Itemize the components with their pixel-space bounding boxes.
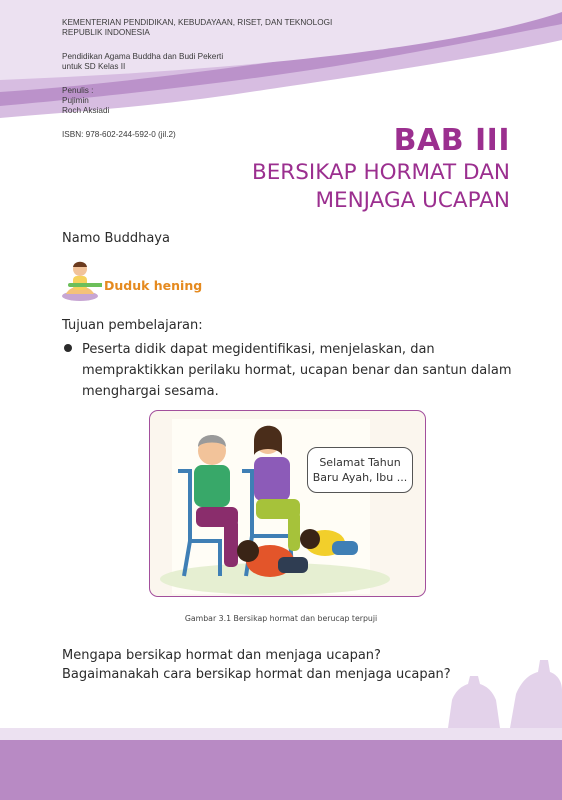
author-1: Pujimin xyxy=(62,96,89,105)
greeting: Namo Buddhaya xyxy=(62,231,170,246)
book-title: Pendidikan Agama Buddha dan Budi Pekerti xyxy=(62,52,224,61)
goals-title: Tujuan pembelajaran: xyxy=(62,318,203,333)
country-name: REPUBLIK INDONESIA xyxy=(62,28,150,37)
chapter-heading xyxy=(252,123,510,215)
author-2: Roch Aksiadi xyxy=(62,106,110,115)
figure-caption: Gambar 3.1 Bersikap hormat dan berucap terpuji xyxy=(184,614,378,623)
book-level: untuk SD Kelas II xyxy=(62,62,126,71)
figure-illustration xyxy=(149,410,426,597)
chapter-number: BAB III xyxy=(393,123,510,158)
question-1: Mengapa bersikap hormat dan menjaga ucapan? xyxy=(62,648,381,663)
ministry-name: KEMENTERIAN PENDIDIKAN, KEBUDAYAAN, RISET, DAN TEKNOLOGI xyxy=(62,18,333,27)
meditating-child-icon xyxy=(60,256,100,302)
family-respect-illustration xyxy=(150,411,425,596)
footer-band xyxy=(0,740,562,800)
duduk-hening-label xyxy=(60,256,205,302)
chapter-title-line2: MENJAGA UCAPAN xyxy=(315,188,510,213)
question-2: Bagaimanakah cara bersikap hormat dan menjaga ucapan? xyxy=(62,667,451,682)
bullet-dot xyxy=(64,344,72,352)
isbn: ISBN: 978-602-244-592-0 (jil.2) xyxy=(62,130,176,139)
speech-bubble: Selamat Tahun Baru Ayah, Ibu ... xyxy=(307,447,413,493)
duduk-hening-text: Duduk hening xyxy=(104,278,203,293)
author-label: Penulis : xyxy=(62,86,94,95)
goal-item: Peserta didik dapat megidentifikasi, menjelaskan, dan mempraktikkan perilaku hormat, ucapan benar dan santun dalam menghargai sesama. xyxy=(82,342,512,399)
chapter-title-line1: BERSIKAP HORMAT DAN xyxy=(251,160,510,185)
